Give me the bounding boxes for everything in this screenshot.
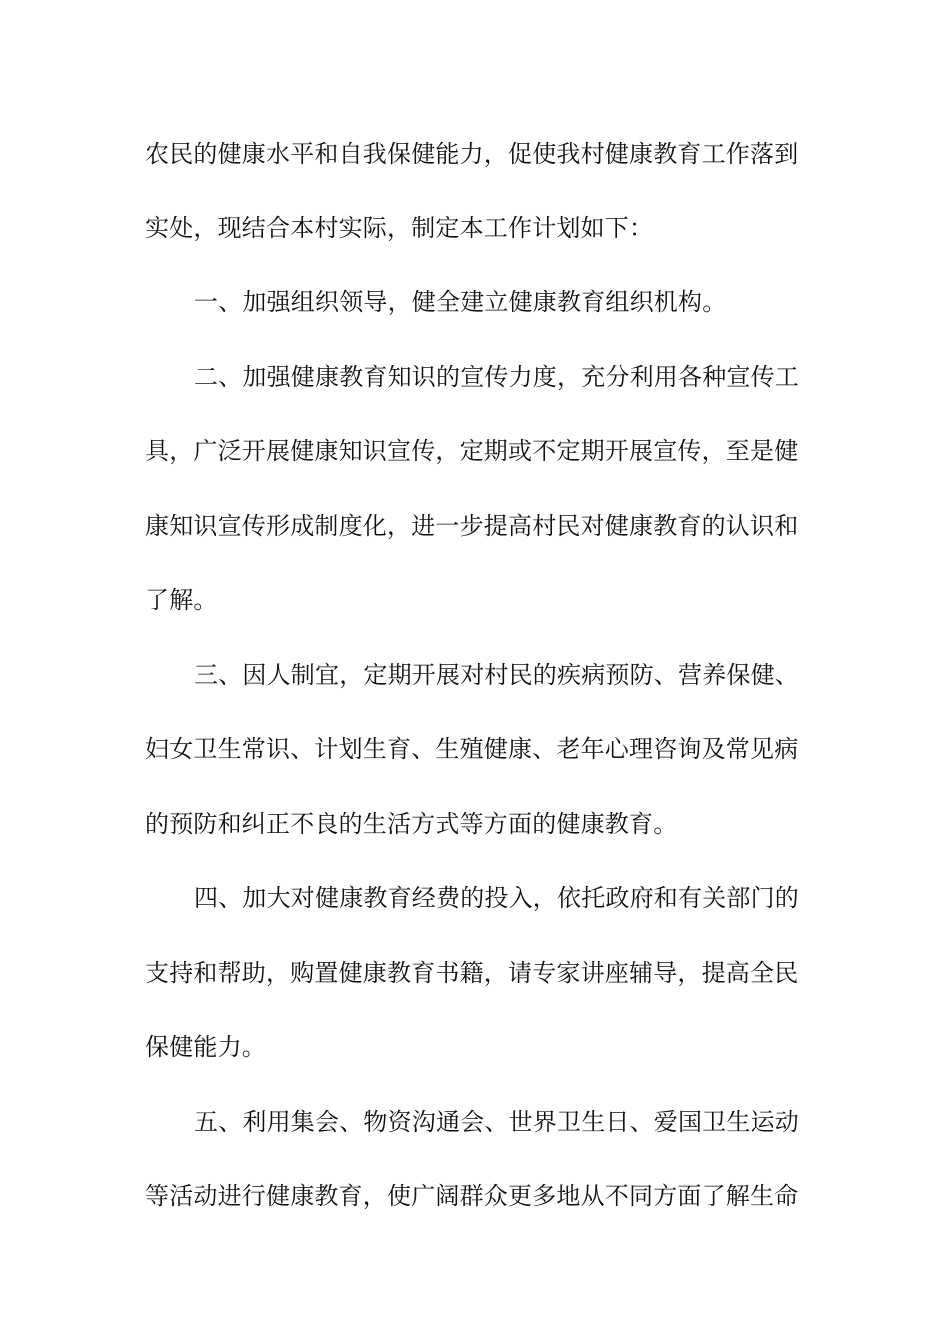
section-heading-3: 三、因人制宜，定期开展对村民的疾病预防、营养保健、 [194, 661, 799, 689]
text-line: 的预防和纠正不良的生活方式等方面的健康教育。 [145, 810, 678, 838]
text-line: 了解。 [145, 586, 218, 614]
section-heading-2: 二、加强健康教育知识的宣传力度，充分利用各种宣传工 [194, 363, 799, 391]
text-line: 等活动进行健康教育，使广阔群众更多地从不同方面了解生命 [145, 1182, 799, 1210]
text-line: 康知识宣传形成制度化，进一步提高村民对健康教育的认识和 [145, 512, 799, 540]
section-heading-1: 一、加强组织领导，健全建立健康教育组织机构。 [194, 288, 727, 316]
text-line: 具，广泛开展健康知识宣传，定期或不定期开展宣传，至是健 [145, 437, 799, 465]
section-heading-4: 四、加大对健康教育经费的投入，依托政府和有关部门的 [194, 884, 799, 912]
text-line: 妇女卫生常识、计划生育、生殖健康、老年心理咨询及常见病 [145, 735, 799, 763]
section-heading-5: 五、利用集会、物资沟通会、世界卫生日、爱国卫生运动 [194, 1108, 799, 1136]
text-line: 农民的健康水平和自我保健能力，促使我村健康教育工作落到 [145, 140, 799, 168]
text-line: 支持和帮助，购置健康教育书籍，请专家讲座辅导，提高全民 [145, 959, 799, 987]
text-line: 保健能力。 [145, 1033, 266, 1061]
text-line: 实处，现结合本村实际，制定本工作计划如下： [145, 214, 654, 242]
